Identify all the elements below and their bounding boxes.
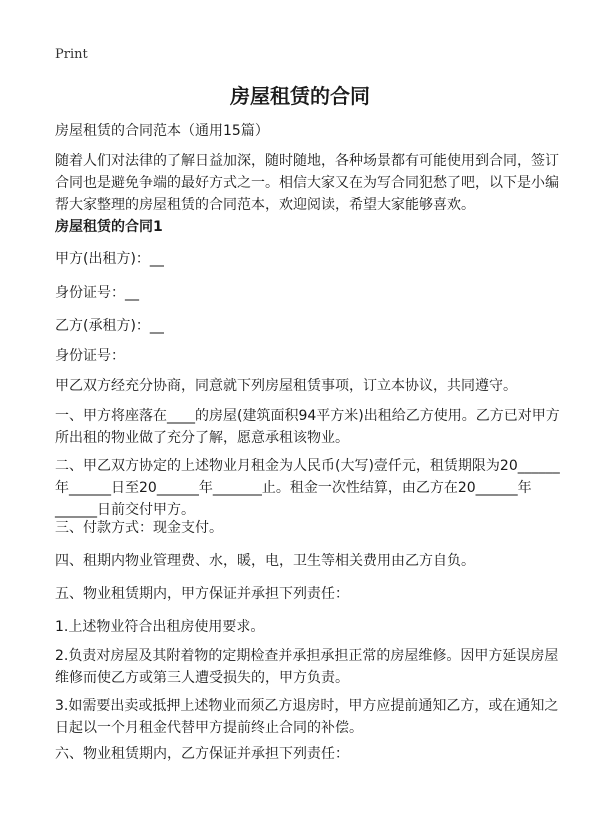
- item-1: 1.上述物业符合出租房使用要求。: [55, 619, 265, 635]
- section-heading: 房屋租赁的合同1: [55, 219, 163, 235]
- subtitle: 房屋租赁的合同范本（通用15篇）: [55, 123, 269, 139]
- id-b-field: 身份证号：: [55, 348, 125, 364]
- intro-line: 帮大家整理的房屋租赁的合同范本，欢迎阅读，希望大家能够喜欢。: [55, 197, 475, 213]
- clause-5: 五、物业租赁期内，甲方保证并承担下列责任：: [55, 586, 349, 602]
- clause-line: 年______日至20______年_______止。租金一次性结算，由乙方在20______年: [55, 480, 532, 496]
- item-line: 3.如需要出卖或抵押上述物业而须乙方退房时，甲方应提前通知乙方，或在通知之: [55, 698, 559, 714]
- clause-3: 三、付款方式：现金支付。: [55, 520, 223, 536]
- id-a-field: 身份证号：__: [55, 285, 139, 301]
- party-a-field: 甲方(出租方)：__: [55, 251, 164, 267]
- intro-line: 随着人们对法律的了解日益加深，随时随地，各种场景都有可能使用到合同，签订: [55, 153, 559, 169]
- clause-line: ______日前交付甲方。: [55, 502, 195, 518]
- clause-line: 二、甲乙双方协定的上述物业月租金为人民币(大写)壹仟元，租赁期限为20______: [55, 458, 560, 474]
- party-b-field: 乙方(承租方)：__: [55, 318, 164, 334]
- clause-line: 所出租的物业做了充分了解，愿意承租该物业。: [55, 430, 349, 446]
- item-line: 2.负责对房屋及其附着物的定期检查并承担承担正常的房屋维修。因甲方延误房屋: [55, 648, 559, 664]
- agreement-statement: 甲乙双方经充分协商，同意就下列房屋租赁事项，订立本协议，共同遵守。: [55, 378, 517, 394]
- clause-6: 六、物业租赁期内，乙方保证并承担下列责任：: [55, 746, 349, 762]
- item-line: 日起以一个月租金代替甲方提前终止合同的补偿。: [55, 720, 363, 736]
- clause-4: 四、租期内物业管理费、水，暖，电，卫生等相关费用由乙方自负。: [55, 553, 475, 569]
- intro-line: 合同也是避免争端的最好方式之一。相信大家又在为写合同犯愁了吧，以下是小编: [55, 175, 559, 191]
- clause-line: 一、甲方将座落在____的房屋(建筑面积94平方米)出租给乙方使用。乙方已对甲方: [55, 408, 560, 424]
- document-title: 房屋租赁的合同: [230, 84, 370, 108]
- item-line: 维修而使乙方或第三人遭受损失的，甲方负责。: [55, 670, 349, 686]
- print-link[interactable]: Print: [55, 47, 88, 62]
